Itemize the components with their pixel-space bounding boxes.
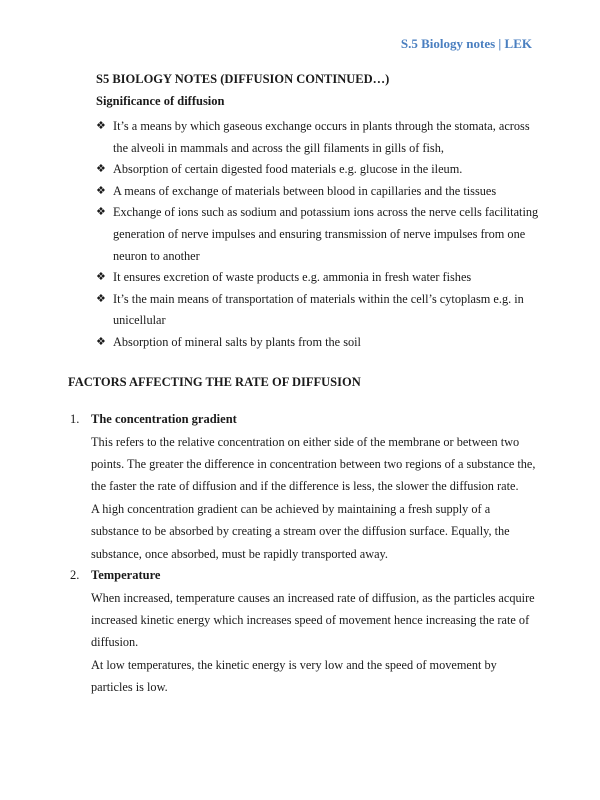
list-item: [96, 332, 546, 354]
factor-item: [70, 409, 540, 565]
list-item: [96, 116, 546, 159]
diamond-bullet-icon: ❖: [96, 184, 106, 197]
list-item-text: It’s the main means of transportation of materials within the cell’s cytoplasm e.g. in unicellular: [113, 291, 524, 328]
factor-paragraph: A high concentration gradient can be achieved by maintaining a fresh supply of a substance to be absorbed by creating a stream over the diffusion surface. Equally, the substance, once absorbed, must be rapidly transported away.: [91, 501, 510, 561]
factor-number: 1.: [70, 412, 80, 426]
factor-title: The concentration gradient: [91, 412, 237, 426]
significance-heading: Significance of diffusion: [96, 94, 225, 108]
factor-paragraph: When increased, temperature causes an increased rate of diffusion, as the particles acquire increased kinetic energy which increases speed of movement hence increasing the rate of diffusion.: [91, 590, 535, 650]
page-title: S5 BIOLOGY NOTES (DIFFUSION CONTINUED…): [96, 72, 390, 86]
list-item: [96, 202, 546, 267]
diamond-bullet-icon: ❖: [96, 271, 106, 284]
list-item-text: Absorption of certain digested food materials e.g. glucose in the ileum.: [113, 162, 463, 177]
list-item-text: A means of exchange of materials between blood in capillaries and the tissues: [113, 183, 497, 198]
list-item-text: It’s a means by which gaseous exchange occurs in plants through the stomata, across the alveoli in mammals and across the gill filaments in gills of fish,: [113, 119, 530, 155]
factor-paragraph: This refers to the relative concentration on either side of the membrane or between two points. The greater the difference in concentration between two regions of a substance the, the faster the rate of diffusion and if the difference is less, the slower the diffusion rate.: [91, 434, 536, 494]
factors-list: [70, 409, 540, 699]
list-item-text: Exchange of ions such as sodium and potassium ions across the nerve cells facilitating generation of nerve impulses and ensuring transmission of nerve impulses from one neuron to another: [113, 205, 539, 263]
factor-number: 2.: [70, 568, 80, 583]
factor-item: [70, 565, 540, 699]
diamond-bullet-icon: ❖: [96, 206, 106, 219]
list-item: [96, 289, 546, 332]
list-item-text: It ensures excretion of waste products e.g. ammonia in fresh water fishes: [113, 270, 472, 285]
list-item: [96, 181, 546, 203]
diamond-bullet-icon: ❖: [96, 335, 106, 348]
list-item: [96, 267, 546, 289]
diamond-bullet-icon: ❖: [96, 292, 106, 305]
page-header: S.5 Biology notes | LEK: [400, 36, 532, 51]
list-item-text: Absorption of mineral salts by plants from the soil: [113, 334, 361, 349]
factor-title: Temperature: [91, 568, 161, 583]
list-item: [96, 159, 546, 181]
significance-list: [96, 116, 546, 354]
diamond-bullet-icon: ❖: [96, 163, 106, 176]
factors-heading: FACTORS AFFECTING THE RATE OF DIFFUSION: [68, 375, 361, 389]
diamond-bullet-icon: ❖: [96, 120, 106, 132]
factor-paragraph: At low temperatures, the kinetic energy is very low and the speed of movement by particles is low.: [91, 657, 497, 695]
